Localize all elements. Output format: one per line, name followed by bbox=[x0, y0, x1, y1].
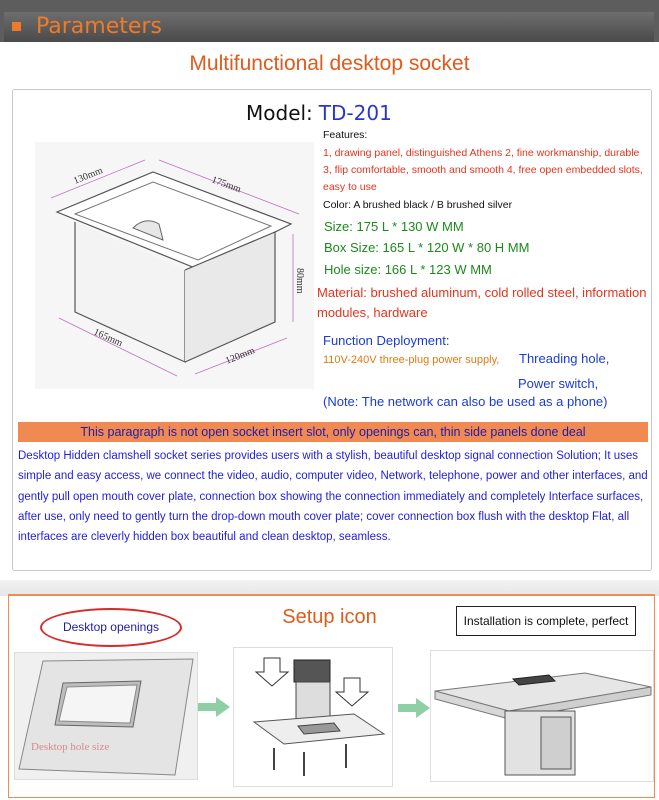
desktop-openings-label: Desktop openings bbox=[40, 608, 182, 647]
model-row bbox=[246, 101, 392, 125]
parameters-bar bbox=[4, 12, 654, 42]
model-label: Model: bbox=[246, 101, 313, 125]
features-title: Features: bbox=[323, 129, 368, 141]
arrow-right-icon bbox=[196, 696, 232, 718]
socket-dimension-drawing bbox=[35, 142, 314, 389]
box-size-spec: Box Size: 165 L * 120 W * 80 H MM bbox=[324, 240, 530, 255]
dim-120: 120mm bbox=[224, 345, 257, 367]
slot-note-banner bbox=[18, 422, 648, 442]
slot-note-text: This paragraph is not open socket insert slot, only openings can, thin side panels done deal bbox=[80, 425, 586, 439]
dim-165: 165mm bbox=[91, 326, 125, 350]
dim-130: 130mm bbox=[72, 165, 105, 187]
hole-size-spec: Hole size: 166 L * 123 W MM bbox=[324, 262, 492, 277]
dim-175: 175mm bbox=[209, 174, 243, 196]
network-note: (Note: The network can also be used as a phone) bbox=[323, 394, 608, 409]
power-switch-text: Power switch, bbox=[518, 376, 599, 391]
product-description: Desktop Hidden clamshell socket series provides users with a stylish, beautiful desktop signal connection Solution; It uses simple and easy access, we connect the video, audio, computer video, Network, telephone, power and other interfaces, and gently pull open mouth cover plate, connection box showing the connection immediately and completely Interface surfaces, after use, only need to gently turn the drop-down mouth cover plate; cover connection box flush with the desktop Flat, all interfaces are cleverly hidden box beautiful and clean desktop, seamless. bbox=[18, 450, 648, 544]
size-spec: Size: 175 L * 130 W MM bbox=[324, 219, 464, 234]
desktop-hole-svg bbox=[15, 653, 199, 781]
parameters-heading: Parameters bbox=[36, 14, 162, 39]
desktop-hole-size-caption: Desktop hole size bbox=[31, 741, 110, 753]
model-code: TD-201 bbox=[318, 101, 392, 125]
installation-svg bbox=[234, 648, 394, 788]
dimension-drawing-svg bbox=[35, 142, 314, 389]
material-line-2: modules, hardware bbox=[317, 305, 428, 320]
installed-result-image bbox=[430, 650, 654, 782]
material-line-1: Material: brushed aluminum, cold rolled steel, information bbox=[317, 285, 647, 300]
installation-image bbox=[233, 647, 393, 787]
feature-line-3: easy to use bbox=[323, 181, 377, 193]
product-title: Multifunctional desktop socket bbox=[189, 52, 470, 75]
color-options: Color: A brushed black / B brushed silver bbox=[323, 199, 513, 211]
installed-result-svg bbox=[431, 651, 655, 783]
function-deployment-title: Function Deployment: bbox=[323, 333, 450, 348]
orange-square-marker bbox=[12, 22, 21, 31]
power-supply-text: 110V-240V three-plug power supply, bbox=[323, 354, 500, 366]
dim-80: 80mm bbox=[294, 268, 305, 294]
desktop-hole-image bbox=[14, 652, 198, 780]
setup-title: Setup icon bbox=[282, 606, 377, 628]
arrow-right-icon bbox=[396, 697, 432, 719]
feature-line-2: 3, flip comfortable, smooth and smooth 4, free open embedded slots, bbox=[323, 164, 643, 176]
feature-line-1: 1, drawing panel, distinguished Athens 2, fine workmanship, durable bbox=[323, 147, 640, 159]
installation-complete-label: Installation is complete, perfect bbox=[456, 606, 636, 636]
threading-hole-text: Threading hole, bbox=[519, 351, 610, 366]
